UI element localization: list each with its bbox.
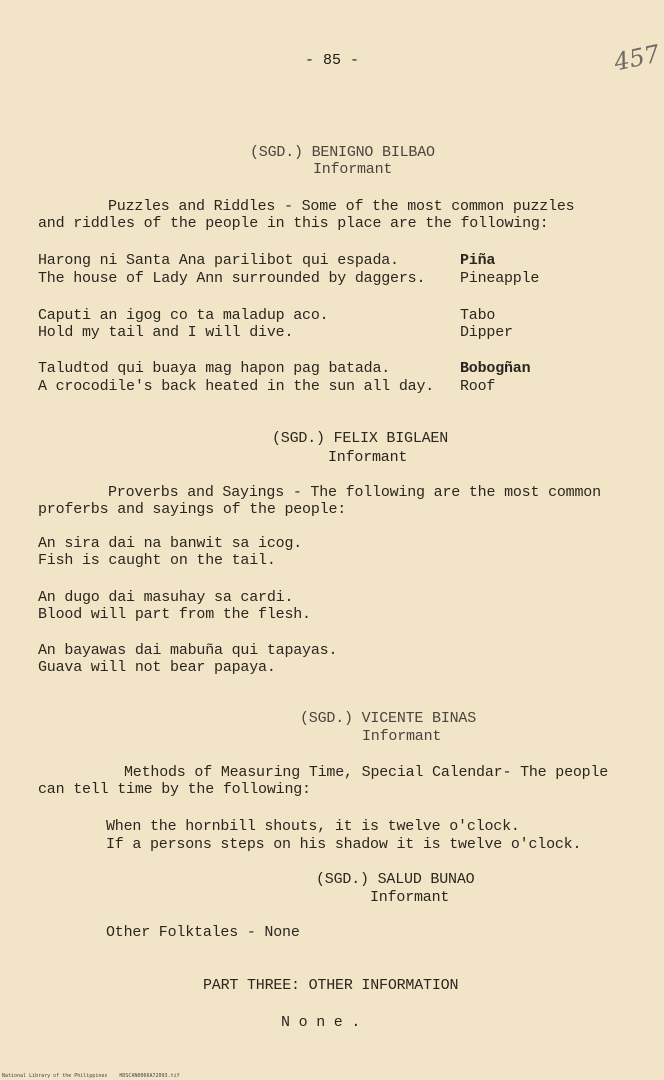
- proverb-2-english: Blood will part from the flesh.: [38, 606, 311, 623]
- riddle-2-native: Caputi an igog co ta maladup aco.: [38, 307, 329, 324]
- signature-4-name: (SGD.) SALUD BUNAO: [316, 871, 475, 888]
- proverb-3-native: An bayawas dai mabuña qui tapayas.: [38, 642, 338, 659]
- puzzles-intro-line-1: Puzzles and Riddles - Some of the most common puzzles: [108, 198, 575, 215]
- signature-3-name: (SGD.) VICENTE BINAS: [300, 710, 477, 727]
- signature-2-name: (SGD.) FELIX BIGLAEN: [272, 430, 449, 447]
- page-number: - 85 -: [304, 52, 359, 69]
- riddle-1-native: Harong ni Santa Ana parilibot qui espada.: [38, 252, 399, 269]
- scan-footer: National Library of the Philippines HDSCAN0066A72093.tif: [2, 1073, 180, 1079]
- signature-1-role: Informant: [313, 161, 393, 178]
- riddle-3-english: A crocodile's back heated in the sun all day.: [38, 378, 435, 395]
- methods-item-2: If a persons steps on his shadow it is twelve o'clock.: [106, 836, 582, 853]
- riddle-3-native: Taludtod qui buaya mag hapon pag batada.: [38, 360, 391, 377]
- proverb-3-english: Guava will not bear papaya.: [38, 659, 276, 676]
- proverb-1-english: Fish is caught on the tail.: [38, 552, 276, 569]
- signature-1-name: (SGD.) BENIGNO BILBAO: [250, 144, 435, 161]
- riddle-3-answer-english: Roof: [460, 378, 496, 395]
- proverbs-intro-line-2: proferbs and sayings of the people:: [38, 501, 347, 518]
- methods-intro-line-1: Methods of Measuring Time, Special Calendar- The people: [124, 764, 609, 781]
- riddle-1-answer-native: Piña: [460, 252, 496, 269]
- part-three-heading: PART THREE: OTHER INFORMATION: [203, 977, 459, 994]
- riddle-2-answer-english: Dipper: [460, 324, 513, 341]
- riddle-3-answer-native: Bobogñan: [460, 360, 531, 377]
- methods-intro-line-2: can tell time by the following:: [38, 781, 311, 798]
- part-three-body: N o n e .: [281, 1014, 361, 1031]
- proverb-2-native: An dugo dai masuhay sa cardi.: [38, 589, 294, 606]
- methods-item-1: When the hornbill shouts, it is twelve o'clock.: [106, 818, 520, 835]
- signature-2-role: Informant: [328, 449, 408, 466]
- riddle-1-answer-english: Pineapple: [460, 270, 540, 287]
- riddle-2-answer-native: Tabo: [460, 307, 496, 324]
- other-folktales: Other Folktales - None: [106, 924, 300, 941]
- riddle-2-english: Hold my tail and I will dive.: [38, 324, 294, 341]
- proverb-1-native: An sira dai na banwit sa icog.: [38, 535, 303, 552]
- puzzles-intro-line-2: and riddles of the people in this place are the following:: [38, 215, 549, 232]
- signature-4-role: Informant: [370, 889, 450, 906]
- signature-3-role: Informant: [362, 728, 442, 745]
- riddle-1-english: The house of Lady Ann surrounded by daggers.: [38, 270, 426, 287]
- proverbs-intro-line-1: Proverbs and Sayings - The following are the most common: [108, 484, 601, 501]
- handwritten-page-number: 457: [611, 39, 663, 77]
